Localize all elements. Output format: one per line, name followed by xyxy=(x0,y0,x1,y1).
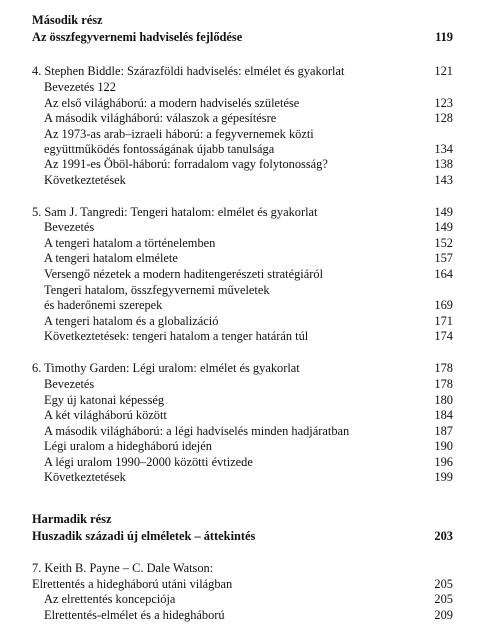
toc-entry-text: A két világháború között xyxy=(44,408,167,422)
toc-entry-text: Az 1991-es Öböl-háború: forradalom vagy folytonosság? xyxy=(44,157,328,171)
toc-entry xyxy=(0,282,477,298)
toc-entry xyxy=(0,407,477,423)
toc-entry xyxy=(0,79,477,95)
toc-entry xyxy=(0,250,477,266)
toc-entry-text: A tengeri hatalom elmélete xyxy=(44,251,178,265)
page-number: 209 xyxy=(434,608,453,622)
page-number: 205 xyxy=(434,577,453,591)
toc-entry xyxy=(0,392,477,408)
toc-entry-text: együttműködés fontosságának újabb tanulsága xyxy=(44,142,275,156)
toc-entry-text: A második világháború: a légi hadviselés minden hadjáratban xyxy=(44,424,350,438)
toc-entry xyxy=(0,423,477,439)
toc-entry-text: A légi uralom 1990–2000 közötti évtizede xyxy=(44,455,253,469)
toc-entry-text: Az első világháború: a modern hadviselés születése xyxy=(44,96,300,110)
part-title-text: Huszadik századi új elméletek – áttekintés xyxy=(32,529,256,543)
page-number: 174 xyxy=(434,329,453,343)
page-number: 128 xyxy=(434,111,453,125)
part-label-text: Második rész xyxy=(32,13,103,27)
chapter-heading-text: 6. Timothy Garden: Légi uralom: elmélet és gyakorlat xyxy=(32,361,300,375)
page-number: 157 xyxy=(434,251,453,265)
toc-entry xyxy=(0,297,477,313)
chapter-subheading-text: Elrettentés a hidegháború utáni világban xyxy=(32,577,233,591)
toc-entry xyxy=(0,438,477,454)
toc-entry xyxy=(0,156,477,172)
toc-entry-text: Egy új katonai képesség xyxy=(44,393,165,407)
toc-entry xyxy=(0,591,477,607)
chapter-heading-row xyxy=(0,360,477,376)
toc-entry xyxy=(0,469,477,485)
page-number: 205 xyxy=(434,592,453,606)
part-title-row xyxy=(0,29,477,45)
page-number: 121 xyxy=(434,64,453,78)
toc-entry-text: Bevezetés 122 xyxy=(44,80,116,94)
page-number: 190 xyxy=(434,439,453,453)
page-number: 187 xyxy=(434,424,453,438)
toc-entry xyxy=(0,172,477,188)
page-number: 164 xyxy=(434,267,453,281)
part-label xyxy=(0,12,477,28)
toc-entry-text: Versengő nézetek a modern haditengerészeti stratégiáról xyxy=(44,267,324,281)
chapter-heading-text: 7. Keith B. Payne – C. Dale Watson: xyxy=(32,561,214,575)
toc-entry xyxy=(0,235,477,251)
page-number: 149 xyxy=(434,220,453,234)
toc-entry xyxy=(0,376,477,392)
toc-entry xyxy=(0,454,477,470)
chapter-heading-row xyxy=(0,560,477,576)
toc-entry xyxy=(0,95,477,111)
toc-entry-text: A második világháború: válaszok a gépesítésre xyxy=(44,111,277,125)
page-number: 152 xyxy=(434,236,453,250)
page-number: 119 xyxy=(435,30,453,44)
page-number: 184 xyxy=(434,408,453,422)
page-number: 199 xyxy=(434,470,453,484)
chapter-heading-row xyxy=(0,63,477,79)
toc-entry-text: és haderőnemi szerepek xyxy=(44,298,163,312)
toc-entry-text: Tengeri hatalom, összfegyvernemi műveletek xyxy=(44,283,270,297)
chapter-subheading-row xyxy=(0,576,477,592)
page-number: 138 xyxy=(434,157,453,171)
toc-entry xyxy=(0,219,477,235)
toc-entry xyxy=(0,110,477,126)
toc-entry-text: Az 1973-as arab–izraeli háború: a fegyvernemek közti xyxy=(44,127,314,141)
toc-entry-text: A tengeri hatalom a történelemben xyxy=(44,236,216,250)
page-number: 134 xyxy=(434,142,453,156)
chapter-heading-text: 5. Sam J. Tangredi: Tengeri hatalom: elmélet és gyakorlat xyxy=(32,205,318,219)
toc-entry-text: A tengeri hatalom és a globalizáció xyxy=(44,314,219,328)
page-number: 169 xyxy=(434,298,453,312)
page-number: 149 xyxy=(434,205,453,219)
page-number: 203 xyxy=(434,529,453,543)
toc-entry-text: Elrettentés-elmélet és a hidegháború xyxy=(44,608,225,622)
toc-entry-text: Az elrettentés koncepciója xyxy=(44,592,176,606)
toc-entry-text: Bevezetés xyxy=(44,377,95,391)
page-number: 180 xyxy=(434,393,453,407)
part-label xyxy=(0,511,477,527)
toc-entry xyxy=(0,313,477,329)
toc-entry-text: Következtetések: tengeri hatalom a tenger határán túl xyxy=(44,329,309,343)
toc-entry-text: Következtetések xyxy=(44,173,126,187)
toc-entry xyxy=(0,328,477,344)
part-label-text: Harmadik rész xyxy=(32,512,112,526)
toc-entry-text: Légi uralom a hidegháború idején xyxy=(44,439,212,453)
toc-entry-text: Következtetések xyxy=(44,470,126,484)
page-number: 196 xyxy=(434,455,453,469)
chapter-heading-row xyxy=(0,204,477,220)
page-number: 123 xyxy=(434,96,453,110)
part-title-text: Az összfegyvernemi hadviselés fejlődése xyxy=(32,30,243,44)
part-title-row xyxy=(0,528,477,544)
chapter-heading-text: 4. Stephen Biddle: Szárazföldi hadviselés: elmélet és gyakorlat xyxy=(32,64,345,78)
page-number: 143 xyxy=(434,173,453,187)
toc-entry xyxy=(0,141,477,157)
page-number: 171 xyxy=(434,314,453,328)
toc-entry xyxy=(0,126,477,142)
page-number: 178 xyxy=(434,361,453,375)
toc-entry xyxy=(0,266,477,282)
toc-entry xyxy=(0,607,477,623)
toc-entry-text: Bevezetés xyxy=(44,220,95,234)
page-number: 178 xyxy=(434,377,453,391)
